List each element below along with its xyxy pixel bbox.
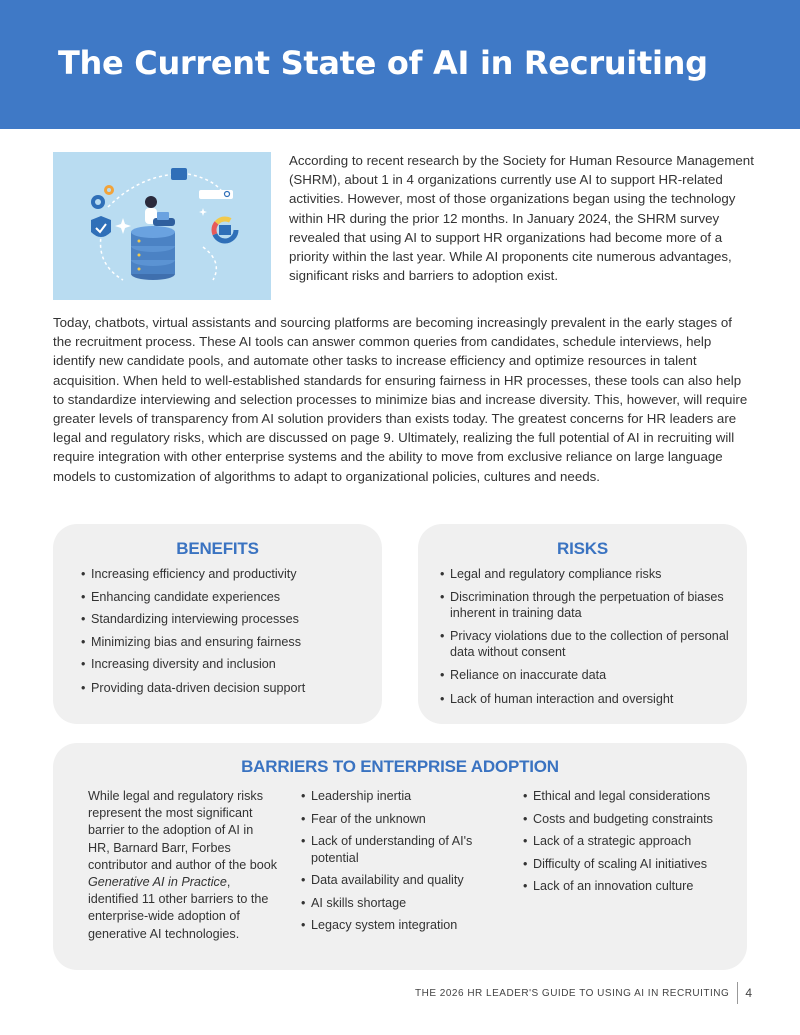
list-item: • Lack of a strategic approach — [523, 833, 738, 850]
person-with-laptop — [145, 196, 175, 226]
shield-icon — [91, 216, 111, 237]
list-item: • AI skills shortage — [301, 895, 501, 912]
page-title: The Current State of AI in Recruiting — [58, 44, 708, 82]
list-item: • Enhancing candidate experiences — [81, 589, 371, 606]
database-icon — [131, 226, 175, 280]
list-item: • Privacy violations due to the collection of personal data without consent — [440, 628, 730, 661]
list-item: • Ethical and legal considerations — [523, 788, 738, 805]
intro-paragraph: According to recent research by the Society for Human Resource Management (SHRM), about 1 in 4 organizations currently use AI to support HR-related activities. However, most of those organizations began using the technology within HR during the prior 12 months. In January 2024, the SHRM survey revealed that using AI to support HR organizations had become more of a priority within the last year. While AI proponents cite numerous advantages, significant risks and barriers to adoption exist. — [289, 153, 754, 284]
list-item: • Increasing diversity and inclusion — [81, 656, 371, 673]
list-item: • Minimizing bias and ensuring fairness — [81, 634, 371, 651]
barriers-card — [53, 743, 747, 970]
list-item: • Data availability and quality — [301, 872, 501, 889]
list-item: • Increasing efficiency and productivity — [81, 566, 371, 583]
list-item: • Legal and regulatory compliance risks — [440, 566, 730, 583]
list-item: • Discrimination through the perpetuation of biases inherent in training data — [440, 589, 730, 622]
list-item: • Leadership inertia — [301, 788, 501, 805]
sparkle-icon — [115, 218, 131, 234]
barriers-list-col1 — [301, 788, 501, 934]
list-item: • Legacy system integration — [301, 917, 501, 934]
risks-list — [440, 566, 730, 708]
sparkle-icon — [199, 208, 207, 216]
page-header — [0, 0, 800, 129]
folder-icon — [171, 168, 187, 180]
list-item: • Lack of human interaction and oversight — [440, 691, 730, 708]
book-title: Generative AI in Practice — [88, 875, 227, 890]
list-item: • Providing data-driven decision support — [81, 680, 371, 697]
list-item: • Standardizing interviewing processes — [81, 611, 371, 628]
search-icon — [199, 190, 233, 199]
barriers-intro-text: While legal and regulatory risks represent the most significant barrier to the adoption of AI in HR, Barnard Barr, Forbes contributor and author of the book — [88, 789, 278, 872]
barriers-intro-text: , identified 11 other barriers to the enterprise-wide adoption of generative AI technologies. — [88, 875, 269, 941]
illustration-svg — [53, 152, 271, 300]
list-item: • Reliance on inaccurate data — [440, 667, 730, 684]
donut-chart-icon — [214, 219, 236, 241]
page-footer — [415, 981, 752, 1005]
barriers-title: BARRIERS TO ENTERPRISE ADOPTION — [241, 757, 559, 776]
list-item: • Fear of the unknown — [301, 811, 501, 828]
benefits-card — [53, 524, 382, 724]
page-number: 4 — [745, 986, 752, 1000]
list-item: • Costs and budgeting constraints — [523, 811, 738, 828]
list-item: • Difficulty of scaling AI initiatives — [523, 856, 738, 873]
barriers-list-col2 — [523, 788, 738, 895]
ai-data-illustration — [53, 152, 271, 300]
footer-title: THE 2026 HR LEADER'S GUIDE TO USING AI IN RECRUITING — [415, 987, 730, 999]
benefits-list — [81, 566, 371, 696]
list-item: • Lack of understanding of AI's potential — [301, 833, 501, 866]
benefits-title: BENEFITS — [176, 539, 259, 558]
body-paragraph: Today, chatbots, virtual assistants and sourcing platforms are becoming increasingly prevalent in the early stages of the recruitment process. These AI tools can answer common queries from candidates, schedule interviews, help identify new candidate pools, and automate other tasks to increase efficiency and optimize resources in talent acquisition. When held to well-established standards for ensuring fairness in HR processes, these tools can also help to standardize interviewing and selection processes to minimize bias and increase diversity. This, however, will require greater levels of transparency from AI solution providers than exists today. The greatest concerns for HR leaders are legal and regulatory risks, which are discussed on page 9. Ultimately, realizing the full potential of AI in recruiting will require integration with other enterprise systems and the ability to move from exclusive reliance on large language models to customization of algorithms to adapt to organizational policies, cultures and needs. — [53, 315, 748, 484]
barriers-intro — [88, 788, 278, 943]
risks-card — [418, 524, 747, 724]
risks-title: RISKS — [557, 539, 608, 558]
list-item: • Lack of an innovation culture — [523, 878, 738, 895]
